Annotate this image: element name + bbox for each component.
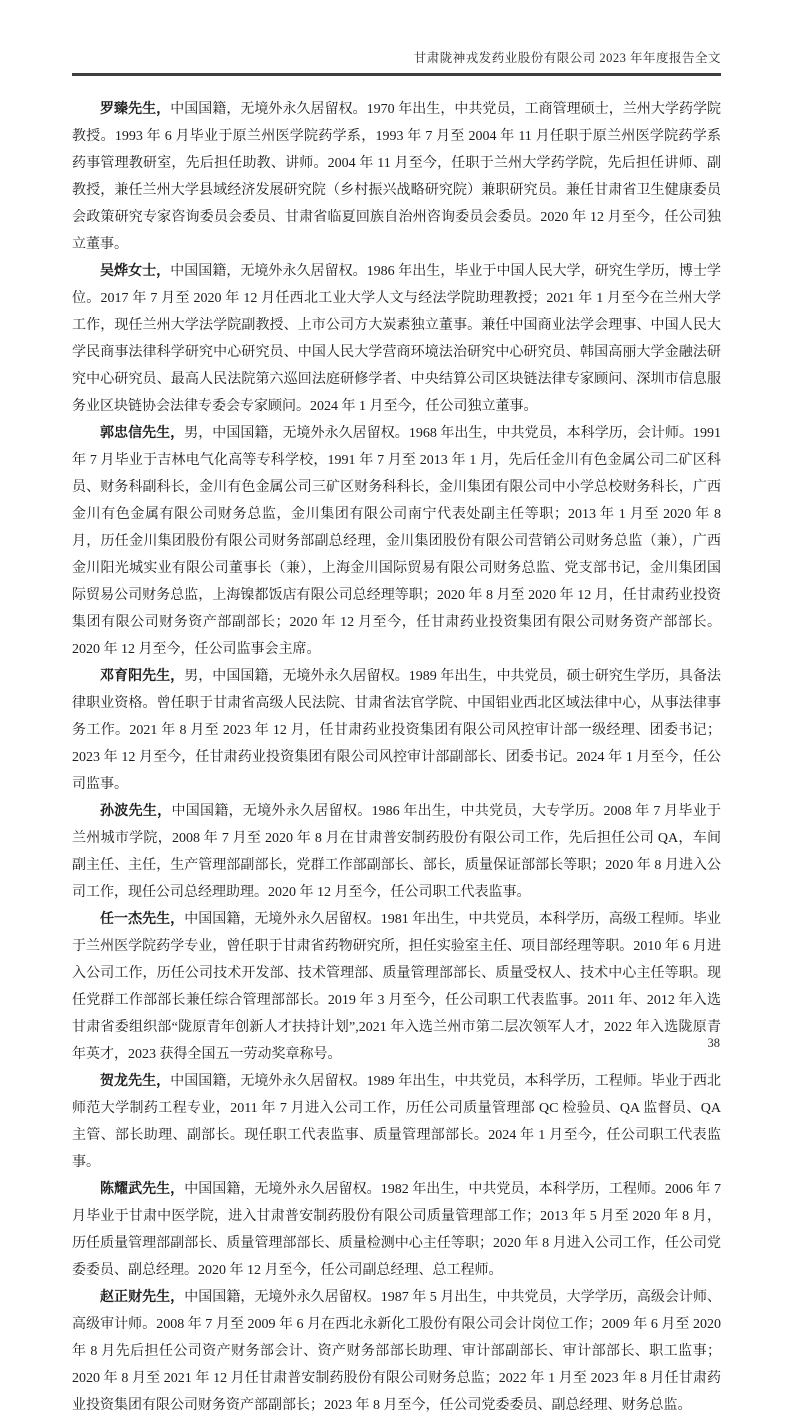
report-page — [72, 0, 721, 1419]
person-name: 郭忠信先生， — [100, 426, 185, 441]
bio-text: 中国国籍，无境外永久居留权。1982 年出生，中共党员，本科学历，工程师。2006 年 7 月毕业于甘肃中医学院，进入甘肃普安制药股份有限公司质量管理部工作；2013 年 5 月至 2020 年 8 月，历任质量管理部副部长、质量管理部部长、质量检测中心主任等职；2020 年 8 月进入公司工作，任公司党委委员、副总经理。2020 年 12 月至今，任公司副总经理、总工程师。 — [72, 1182, 722, 1278]
header-rule — [72, 73, 721, 76]
bio-paragraph — [72, 258, 721, 420]
bio-text: 中国国籍，无境外永久居留权。1981 年出生，中共党员，本科学历，高级工程师。毕业于兰州医学院药学专业，曾任职于甘肃省药物研究所，担任实验室主任、项目部经理等职。2010 年 6 月进入公司工作，历任公司技术开发部、技术管理部、质量管理部部长、质量受权人、技术中心主任等职。现任党群工作部部长兼任综合管理部部长。2019 年 3 月至今，任公司职工代表监事。2011 年、2012 年入选甘肃省委组织部“陇原青年创新人才扶持计划”,2021 年入选兰州市第二层次领军人才，2022 年入选陇原青年英才，2023 获得全国五一劳动奖章称号。 — [72, 912, 722, 1062]
report-header-title: 甘肃陇神戎发药业股份有限公司 2023 年年度报告全文 — [413, 51, 721, 65]
bio-text: 中国国籍，无境外永久居留权。1986 年出生，毕业于中国人民大学，研究生学历，博士学位。2017 年 7 月至 2020 年 12 月任西北工业大学人文与经法学院助理教授；2021 年 1 月至今在兰州大学工作，现任兰州大学法学院副教授、上市公司方大炭素独立董事。兼任中国商业法学会理事、中国人民大学民商事法律科学研究中心研究员、中国人民大学营商环境法治研究中心研究员、韩国高丽大学金融法研究中心研究员、最高人民法院第六巡回法庭研修学者、中央结算公司区块链法律专家顾问、深圳市信息服务业区块链协会法律专委会专家顾问。2024 年 1 月至今，任公司独立董事。 — [72, 264, 722, 414]
bio-paragraph — [72, 1176, 721, 1284]
bio-paragraph — [72, 1068, 721, 1176]
bio-text: 中国国籍，无境外永久居留权。1989 年出生，中共党员，本科学历，工程师。毕业于西北师范大学制药工程专业，2011 年 7 月进入公司工作，历任公司质量管理部 QC 检验员、QA 监督员、QA 主管、部长助理、副部长。现任职工代表监事、质量管理部部长。2024 年 1 月至今，任公司职工代表监事。 — [72, 1074, 722, 1170]
person-name: 吴烨女士， — [100, 264, 171, 279]
bio-text: 男，中国国籍，无境外永久居留权。1989 年出生，中共党员，硕士研究生学历，具备法律职业资格。曾任职于甘肃省高级人民法院、甘肃省法官学院、中国铝业西北区域法律中心，从事法律事务工作。2021 年 8 月至 2023 年 12 月，任甘肃药业投资集团有限公司风控审计部一级经理、团委书记；2023 年 12 月至今，任甘肃药业投资集团有限公司风控审计部副部长、团委书记。2024 年 1 月至今，任公司监事。 — [72, 669, 722, 792]
bio-text: 男，中国国籍，无境外永久居留权。1968 年出生，中共党员，本科学历，会计师。1991 年 7 月毕业于吉林电气化高等专科学校，1991 年 7 月至 2013 年 1 月，先后任金川有色金属公司二矿区科员、财务科副科长，金川有色金属公司三矿区财务科科长，金川集团有限公司中小学总校财务科长，广西金川有色金属有限公司财务总监，金川集团有限公司南宁代表处副主任等职；2013 年 1 月至 2020 年 8 月，历任金川集团股份有限公司财务部副总经理，金川集团股份有限公司营销公司财务总监（兼），广西金川阳光城实业有限公司董事长（兼），上海金川国际贸易有限公司财务总监、党支部书记，金川集团国际贸易公司财务总监，上海镍都饭店有限公司总经理等职；2020 年 8 月至 2020 年 12 月，任甘肃药业投资集团有限公司财务资产部副部长；2020 年 12 月至今，任甘肃药业投资集团有限公司财务资产部部长。2020 年 12 月至今，任公司监事会主席。 — [72, 426, 722, 657]
bio-paragraph — [72, 420, 721, 663]
bio-paragraph — [72, 663, 721, 798]
bio-paragraph — [72, 96, 721, 258]
bio-paragraph — [72, 798, 721, 906]
person-name: 孙波先生， — [100, 804, 172, 819]
bio-text: 中国国籍，无境外永久居留权。1986 年出生，中共党员，大专学历。2008 年 7 月毕业于兰州城市学院，2008 年 7 月至 2020 年 8 月在甘肃普安制药股份有限公司工作，先后担任公司 QA，车间副主任、主任，生产管理部副部长，党群工作部副部长、部长，质量保证部部长等职；2020 年 8 月进入公司工作，现任公司总经理助理。2020 年 12 月至今，任公司职工代表监事。 — [72, 804, 722, 900]
person-name: 赵正财先生， — [100, 1290, 185, 1305]
bio-paragraph — [72, 906, 721, 1068]
document-body — [72, 96, 721, 1419]
person-name: 邓育阳先生， — [100, 669, 185, 684]
bio-paragraph — [72, 1284, 721, 1419]
bio-text: 中国国籍，无境外永久居留权。1987 年 5 月出生，中共党员，大学学历，高级会计师、高级审计师。2008 年 7 月至 2009 年 6 月在西北永新化工股份有限公司会计岗位工作；2009 年 6 月至 2020 年 8 月先后担任公司资产财务部会计、资产财务部部长助理、审计部副部长、审计部部长、职工监事；2020 年 8 月至 2021 年 12 月任甘肃普安制药股份有限公司财务总监；2022 年 1 月至 2023 年 8 月任甘肃药业投资集团有限公司财务资产部副部长；2023 年 8 月至今，任公司党委委员、副总经理、财务总监。 — [72, 1290, 722, 1413]
person-name: 贺龙先生， — [100, 1074, 171, 1089]
person-name: 陈耀武先生， — [100, 1182, 185, 1197]
page-number: 38 — [707, 1036, 720, 1050]
bio-text: 中国国籍，无境外永久居留权。1970 年出生，中共党员，工商管理硕士，兰州大学药学院教授。1993 年 6 月毕业于原兰州医学院药学系，1993 年 7 月至 2004 年 11 月任职于原兰州医学院药学系药事管理教研室，先后担任助教、讲师。2004 年 11 月至今，任职于兰州大学药学院，先后担任讲师、副教授，兼任兰州大学县域经济发展研究院（乡村振兴战略研究院）兼职研究员。兼任甘肃省卫生健康委员会政策研究专家咨询委员会委员、甘肃省临夏回族自治州咨询委员会委员。2020 年 12 月至今，任公司独立董事。 — [72, 102, 722, 252]
person-name: 罗臻先生， — [100, 102, 171, 117]
person-name: 任一杰先生， — [100, 912, 185, 927]
